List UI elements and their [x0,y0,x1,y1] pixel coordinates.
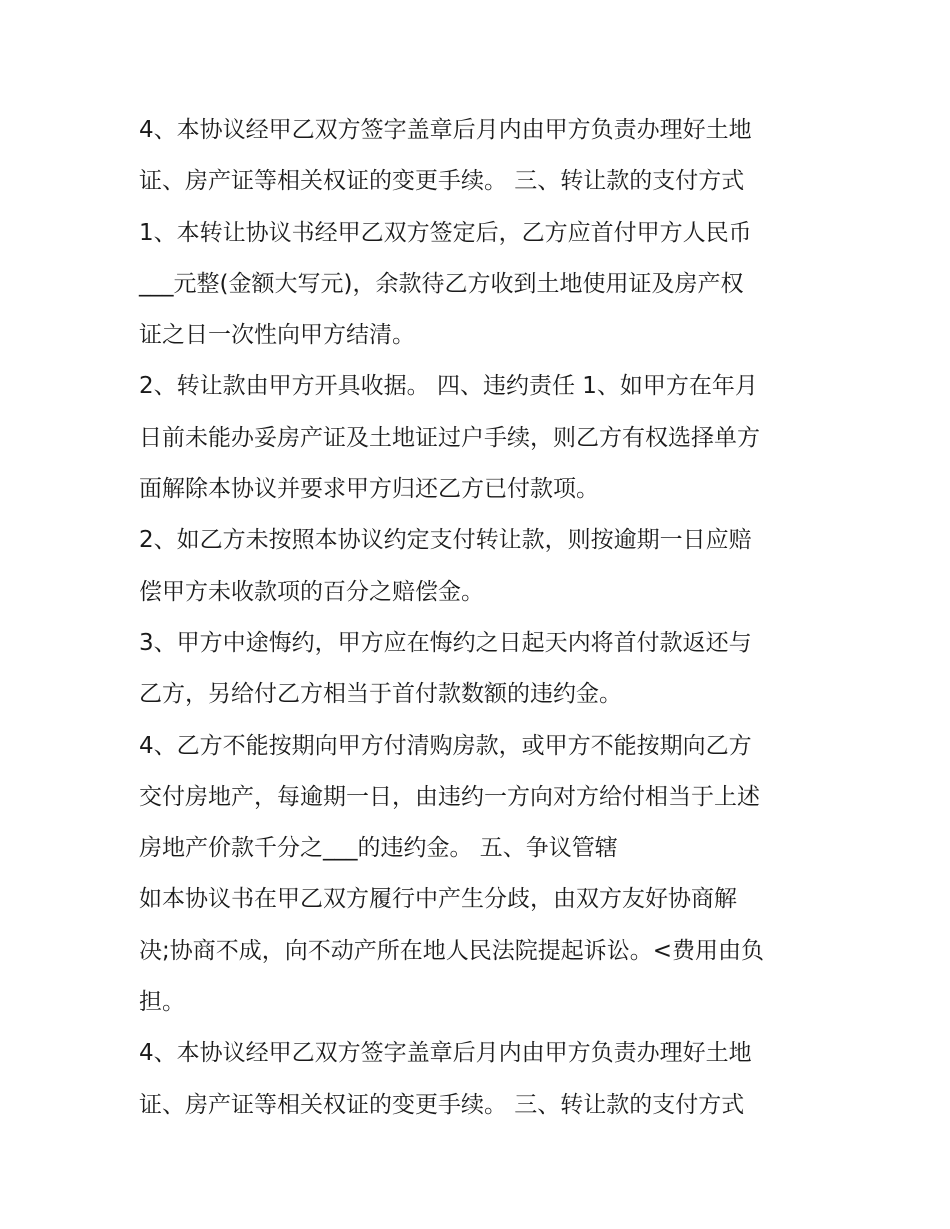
text-line: 偿甲方未收款项的百分之赔偿金。 [139,578,484,605]
text-line: 乙方，另给付乙方相当于首付款数额的违约金。 [139,681,622,708]
paragraph-4 [139,515,829,618]
text-line: 3、甲方中途悔约，甲方应在悔约之日起天内将首付款返还与 [139,629,752,656]
text-line: 1、本转让协议书经甲乙双方签定后，乙方应首付甲方人民币 [139,219,752,246]
text-line: 面解除本协议并要求甲方归还乙方已付款项。 [139,476,599,503]
text-line: 日前未能办妥房产证及土地证过户手续，则乙方有权选择单方 [139,424,760,451]
text-line: 4、本协议经甲乙双方签字盖章后月内由甲方负责办理好土地 [139,117,752,143]
paragraph-5 [139,618,829,721]
text-line: 交付房地产，每逾期一日，由违约一方向对方给付相当于上述 [139,783,760,810]
paragraph-2 [139,208,829,362]
text-line: 证、房产证等相关权证的变更手续。 三、转让款的支付方式 [139,168,745,195]
paragraph-6 [139,721,829,875]
text-line: 证、房产证等相关权证的变更手续。 三、转让款的支付方式 [139,1091,745,1118]
paragraph-1 [139,105,829,208]
paragraph-3 [139,361,829,515]
text-line: 4、本协议经甲乙双方签字盖章后月内由甲方负责办理好土地 [139,1040,752,1067]
text-line: 2、如乙方未按照本协议约定支付转让款，则按逾期一日应赔 [139,527,752,554]
text-line: 4、乙方不能按期向甲方付清购房款，或甲方不能按期向乙方 [139,732,752,759]
text-line: 2、转让款由甲方开具收据。 四、违约责任 1、如甲方在年月 [139,373,758,400]
text-line: 证之日一次性向甲方结清。 [139,322,415,349]
document-body [139,105,829,1131]
text-line: ___元整(金额大写元)，余款待乙方收到土地使用证及房产权 [139,270,744,297]
text-line: 房地产价款千分之___的违约金。 五、争议管辖 [139,835,618,862]
text-line: 决;协商不成，向不动产所在地人民法院提起诉讼。<费用由负 [139,937,765,964]
paragraph-8 [139,1028,829,1131]
paragraph-7 [139,874,829,1028]
text-line: 如本协议书在甲乙双方履行中产生分歧，由双方友好协商解 [139,886,737,913]
text-line: 担。 [139,989,185,1016]
